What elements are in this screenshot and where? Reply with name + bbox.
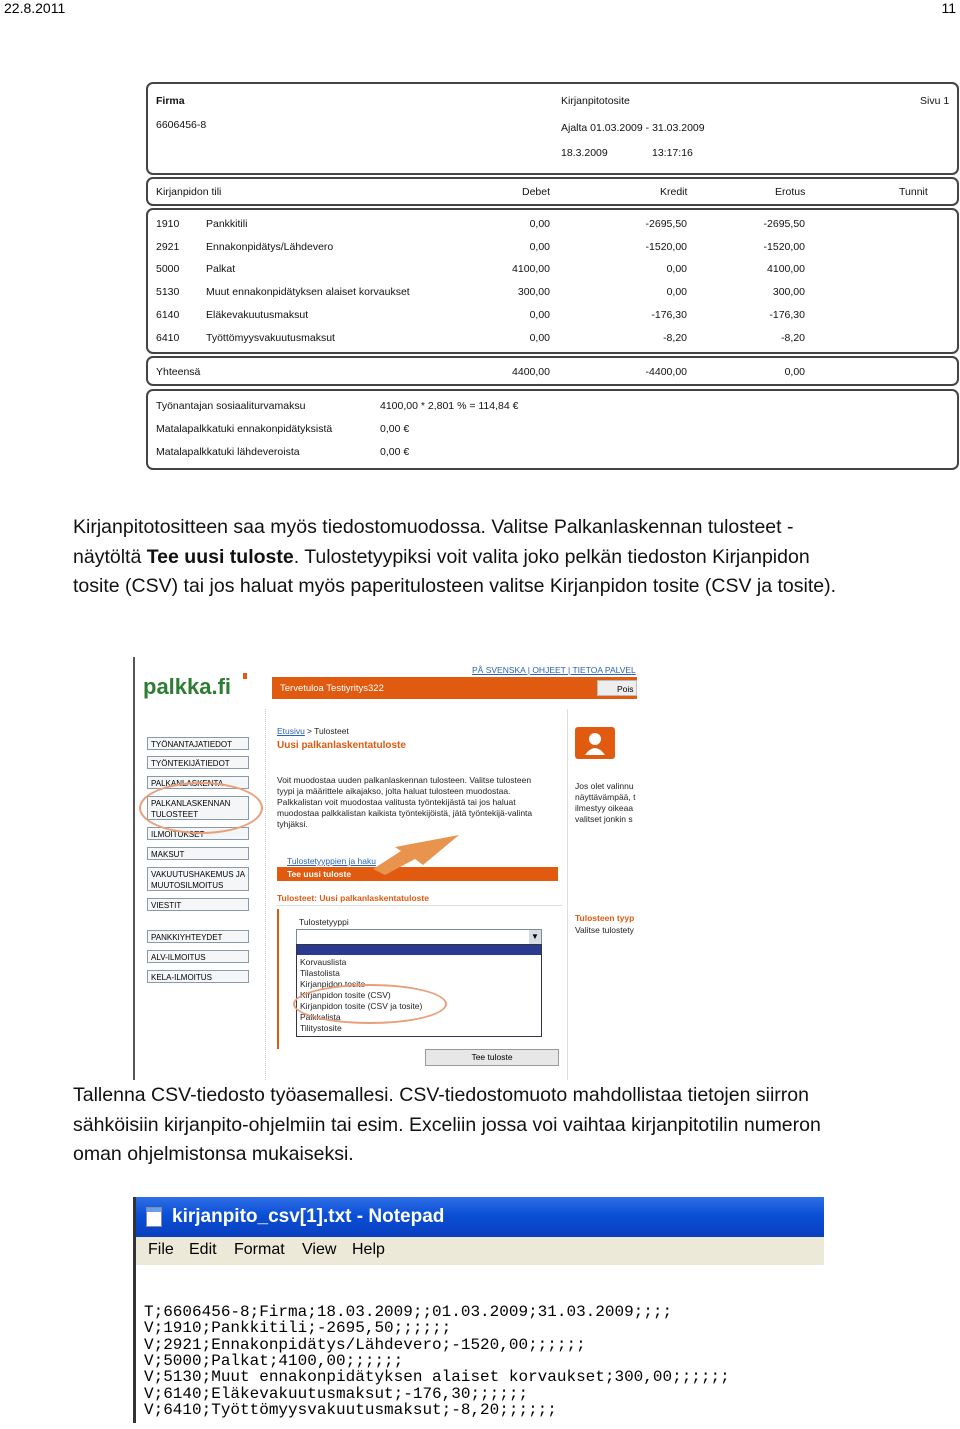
menu-format[interactable]: Format <box>234 1241 285 1258</box>
make-print-button[interactable]: Tee tuloste <box>425 1049 559 1066</box>
select-option[interactable]: Kirjanpidon tosite (CSV) <box>300 990 391 1000</box>
para1-emphasis: Tee uusi tuloste <box>146 545 294 568</box>
nav-item[interactable]: TYÖNTEKIJÄTIEDOT <box>147 756 249 769</box>
col-account: Kirjanpidon tili <box>156 186 222 198</box>
row-account: 2921 <box>156 240 180 253</box>
nav-item[interactable]: VAKUUTUSHAKEMUS JA MUUTOSILMOITUS <box>147 867 249 891</box>
col-debet: Debet <box>522 186 551 198</box>
row-kredit: -2695,50 <box>645 218 687 230</box>
report-title: Kirjanpitotosite <box>561 95 630 107</box>
row-name: Pankkitili <box>206 218 248 230</box>
nav-item[interactable]: MAKSUT <box>147 847 249 860</box>
print-date: 18.3.2009 <box>561 147 608 159</box>
para1-line2 <box>73 543 836 573</box>
company-id: 6606456-8 <box>156 119 207 131</box>
select-option[interactable]: Tilastolista <box>300 968 340 978</box>
extra-value-3: 0,00 € <box>380 446 410 458</box>
row-erotus: 4100,00 <box>767 263 805 276</box>
right-info-line: näyttävämpää, t <box>575 792 636 802</box>
col-erotus: Erotus <box>775 186 806 198</box>
para1-line2-post: . Tulostetyypiksi voit valita joko pelkän tiedoston Kirjanpidon <box>293 545 810 568</box>
para1-line2-pre: näytöltä <box>73 545 147 568</box>
company-label: Firma <box>156 95 185 107</box>
notepad-menubar <box>136 1237 824 1265</box>
para2-line2: sähköisiin kirjanpito-ohjelmiin tai esim. Exceliin jossa voi vaihtaa kirjanpitotilin numeron <box>73 1113 821 1136</box>
section-title: Tulosteet: Uusi palkanlaskentatuloste <box>277 893 429 903</box>
select-option[interactable]: Kirjanpidon tosite (CSV ja tosite) <box>300 1001 423 1011</box>
row-kredit: -176,30 <box>651 308 687 321</box>
row-debet: 0,00 <box>529 218 550 230</box>
menu-help[interactable]: Help <box>352 1241 385 1258</box>
para2-line3: oman ohjelmistonsa mukaiseksi. <box>73 1143 354 1165</box>
nav-item[interactable]: KELA-ILMOITUS <box>147 970 249 983</box>
paragraph-instructions <box>73 513 836 602</box>
row-erotus: -176,30 <box>769 308 805 321</box>
total-erotus: 0,00 <box>784 366 805 378</box>
top-links[interactable]: PÅ SVENSKA | OHJEET | TIETOA PALVEL <box>472 665 636 675</box>
row-erotus: -2695,50 <box>763 218 805 230</box>
notepad-line: V;5130;Muut ennakonpidätyksen alaiset korvaukset;300,00;;;;;; <box>144 1368 730 1387</box>
para1-line1: Kirjanpitotositteen saa myös tiedostomuodossa. Valitse Palkanlaskennan tulosteet - <box>73 516 794 538</box>
row-erotus: 300,00 <box>772 286 805 299</box>
total-label: Yhteensä <box>156 366 201 378</box>
extra-value-1: 4100,00 * 2,801 % = 114,84 € <box>380 400 519 412</box>
report-total-box <box>146 356 959 386</box>
row-kredit: -8,20 <box>663 331 687 344</box>
row-name: Työttömyysvakuutusmaksut <box>206 331 335 344</box>
row-kredit: 0,00 <box>666 286 687 299</box>
page-date: 22.8.2011 <box>4 0 66 16</box>
breadcrumb-rest: > Tulosteet <box>307 726 349 736</box>
row-debet: 4100,00 <box>512 263 550 276</box>
notepad-title: kirjanpito_csv[1].txt - Notepad <box>172 1206 445 1227</box>
row-kredit: -1520,00 <box>645 240 687 253</box>
logo-accent <box>243 673 247 679</box>
extra-label-2: Matalapalkkatuki ennakonpidätyksistä <box>156 423 333 435</box>
extra-value-2: 0,00 € <box>380 423 410 435</box>
page-label: Sivu 1 <box>920 95 950 107</box>
extra-label-1: Työnantajan sosiaaliturvamaksu <box>156 400 306 412</box>
highlight-oval-nav <box>139 782 263 834</box>
new-print-label: Tee uusi tuloste <box>287 869 352 879</box>
intro-line: tyhjäksi. <box>277 819 308 829</box>
row-debet: 0,00 <box>529 240 550 253</box>
left-nav <box>135 709 266 1080</box>
menu-view[interactable]: View <box>302 1241 337 1258</box>
report-period: Ajalta 01.03.2009 - 31.03.2009 <box>561 122 705 134</box>
menu-file[interactable]: File <box>148 1241 174 1258</box>
notepad-window <box>133 1197 824 1423</box>
col-tunnit: Tunnit <box>899 186 928 198</box>
paragraph-save-csv <box>73 1081 821 1170</box>
report-extra-box <box>146 389 959 470</box>
help-link[interactable]: Tulostetyyppien ja haku <box>287 856 376 866</box>
total-kredit: -4400,00 <box>645 366 687 378</box>
form-accent <box>277 909 279 1049</box>
page-number: 11 <box>941 0 956 16</box>
row-debet: 300,00 <box>517 286 550 299</box>
select-option[interactable]: Tilitystosite <box>300 1023 342 1033</box>
row-account: 6140 <box>156 308 180 321</box>
nav-item[interactable]: PALKANLASKENTA <box>147 776 249 789</box>
right-section-text: Valitse tulostety <box>575 925 634 935</box>
notepad-icon <box>146 1207 162 1227</box>
nav-item[interactable]: VIESTIT <box>147 898 249 911</box>
right-info-line: valitset jonkin s <box>575 814 633 824</box>
palkka-logo: palkka.fi <box>143 674 232 699</box>
notepad-line: V;6410;Työttömyysvakuutusmaksut;-8,20;;;;;; <box>144 1401 557 1420</box>
highlight-oval-options <box>293 984 447 1024</box>
print-type-select[interactable] <box>296 929 542 945</box>
page-title: Uusi palkanlaskentatuloste <box>277 740 406 751</box>
notepad-line: V;2921;Ennakonpidätys/Lähdevero;-1520,00;;;;;; <box>144 1335 586 1354</box>
palkka-screenshot <box>133 657 637 1080</box>
divider <box>277 905 562 906</box>
right-info-line: ilmestyy oikeaa <box>575 803 634 813</box>
dropdown-selected-row[interactable] <box>297 945 541 955</box>
print-time: 13:17:16 <box>652 147 693 159</box>
row-debet: 0,00 <box>529 308 550 321</box>
nav-item[interactable]: TYÖNANTAJATIEDOT <box>147 737 249 750</box>
report-header-box <box>146 82 959 175</box>
para2-line1: Tallenna CSV-tiedosto työasemallesi. CSV-tiedostomuoto mahdollistaa tietojen siirron <box>73 1084 809 1106</box>
notepad-line: V;6140;Eläkevakuutusmaksut;-176,30;;;;;; <box>144 1384 529 1403</box>
total-debet: 4400,00 <box>512 366 550 378</box>
select-option[interactable]: Korvauslista <box>300 957 347 967</box>
arrow-pointer-icon <box>371 831 467 877</box>
nav-item[interactable]: ALV-ILMOITUS <box>147 950 249 963</box>
row-account: 5130 <box>156 286 180 299</box>
notepad-line: V;5000;Palkat;4100,00;;;;;; <box>144 1352 404 1371</box>
row-debet: 0,00 <box>529 331 550 344</box>
menu-edit[interactable]: Edit <box>189 1241 217 1258</box>
nav-item[interactable]: ILMOITUKSET <box>147 827 249 840</box>
nav-item[interactable]: PALKANLASKENNAN TULOSTEET <box>147 796 249 820</box>
intro-line: Voit muodostaa uuden palkanlaskennan tulosteen. Valitse tulosteen <box>277 775 532 785</box>
notepad-titlebar[interactable] <box>136 1197 824 1237</box>
intro-line: muodostaa palkkalistan kaikista työntekijöistä, jätä työntekijä-valinta <box>277 808 533 818</box>
row-kredit: 0,00 <box>666 263 687 276</box>
row-erotus: -8,20 <box>781 331 805 344</box>
row-account: 5000 <box>156 263 180 276</box>
extra-label-3: Matalapalkkatuki lähdeveroista <box>156 446 300 458</box>
intro-line: Palkkalistan voit muodostaa valitusta työntekijästä tai jos haluat <box>277 797 516 807</box>
row-name: Ennakonpidätys/Lähdevero <box>206 240 334 253</box>
row-name: Palkat <box>206 263 236 276</box>
row-erotus: -1520,00 <box>763 240 805 253</box>
report-column-header <box>146 177 959 206</box>
right-section-title: Tulosteen tyyp <box>575 913 635 923</box>
row-name: Muut ennakonpidätyksen alaiset korvaukset <box>206 286 410 299</box>
nav-item[interactable]: PANKKIYHTEYDET <box>147 930 249 943</box>
breadcrumb-home[interactable]: Etusivu <box>277 726 305 736</box>
intro-line: tyypi ja määrittele aikajakso, jolta haluat tulosteen muodostaa. <box>277 786 511 796</box>
report-rows-box <box>146 208 959 354</box>
help-figure-icon <box>575 727 615 759</box>
notepad-line: T;6606456-8;Firma;18.03.2009;;01.03.2009;31.03.2009;;;; <box>144 1302 673 1321</box>
logout-button[interactable]: Pois <box>597 680 637 696</box>
select-label: Tulostetyyppi <box>299 917 349 927</box>
notepad-line: V;1910;Pankkitili;-2695,50;;;;;; <box>144 1319 452 1338</box>
select-option[interactable]: Palkkalista <box>300 1012 341 1022</box>
row-account: 6410 <box>156 331 180 344</box>
select-option[interactable]: Kirjanpidon tosite <box>300 979 366 989</box>
col-kredit: Kredit <box>660 186 688 198</box>
row-name: Eläkevakuutusmaksut <box>206 308 309 321</box>
notepad-text-area[interactable] <box>144 1271 730 1423</box>
chevron-down-icon[interactable]: ▼ <box>529 930 541 944</box>
row-account: 1910 <box>156 218 180 230</box>
welcome-text: Tervetuloa Testiyritys322 <box>280 683 384 694</box>
right-info-line: Jos olet valinnu <box>575 781 634 791</box>
right-column-divider <box>567 709 568 1080</box>
para1-line3: tosite (CSV) tai jos haluat myös paperitulosteen valitse Kirjanpidon tosite (CSV ja tosite). <box>73 575 837 597</box>
